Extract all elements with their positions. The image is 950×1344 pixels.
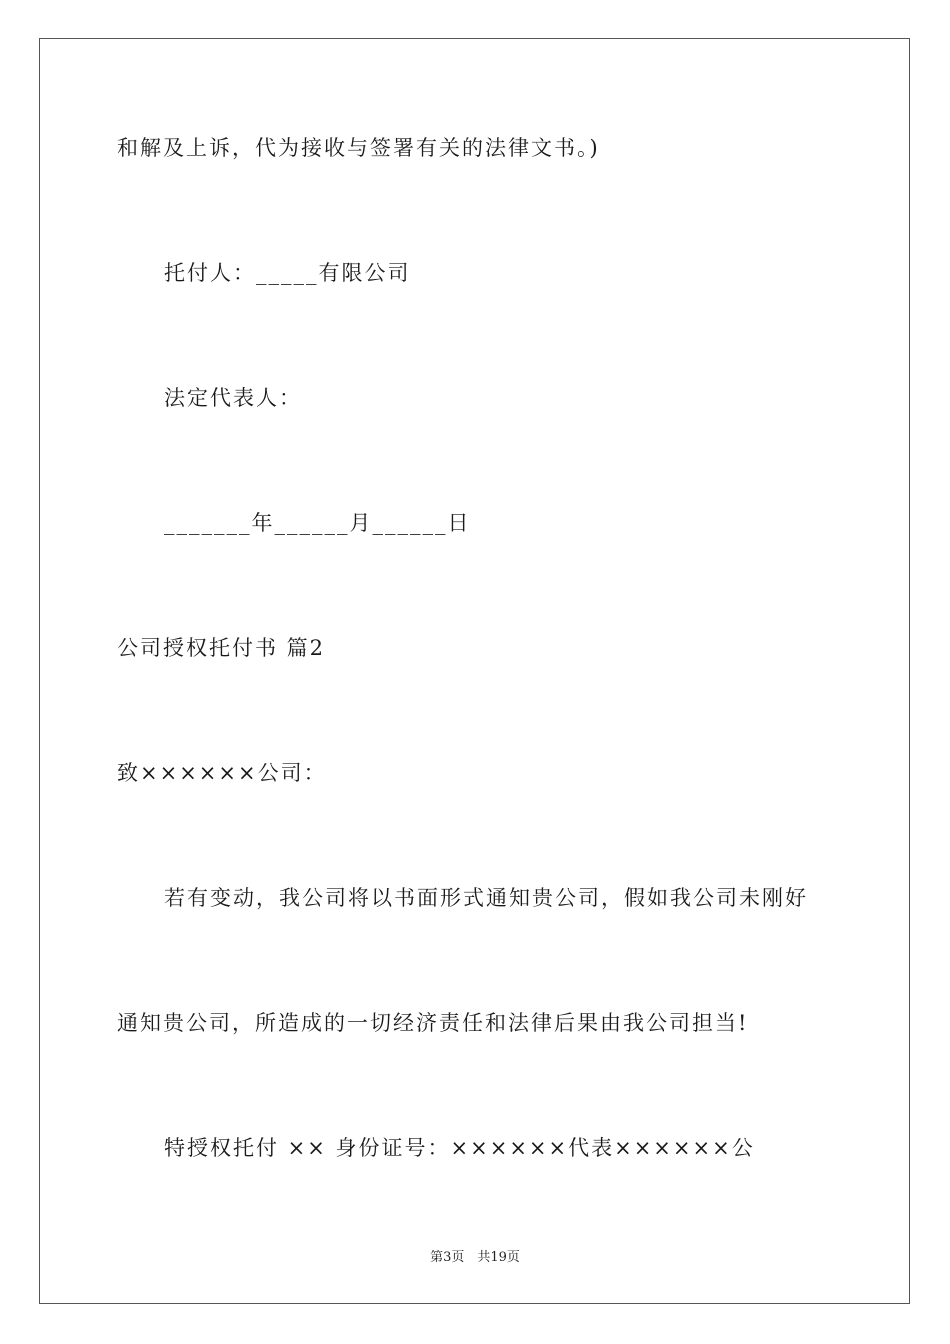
- text-line-legal-representative: 法定代表人：: [164, 386, 302, 410]
- text-line-addressee: 致××××××公司：: [117, 761, 327, 785]
- text-line-paragraph-2: 特授权托付 ×× 身份证号：××××××代表××××××公: [164, 1136, 755, 1160]
- text-line-date: _______年______月______日: [164, 511, 471, 535]
- text-line-principal: 托付人：_____有限公司: [164, 261, 411, 285]
- page-frame: [39, 38, 910, 1304]
- text-line-continuation: 和解及上诉，代为接收与签署有关的法律文书。): [117, 136, 600, 160]
- page-number-footer: 第3页 共19页: [430, 1250, 520, 1265]
- section-heading: 公司授权托付书 篇2: [117, 636, 326, 660]
- text-line-paragraph-1-cont: 通知贵公司，所造成的一切经济责任和法律后果由我公司担当!: [117, 1011, 749, 1035]
- text-line-paragraph-1: 若有变动，我公司将以书面形式通知贵公司，假如我公司未刚好: [164, 886, 808, 910]
